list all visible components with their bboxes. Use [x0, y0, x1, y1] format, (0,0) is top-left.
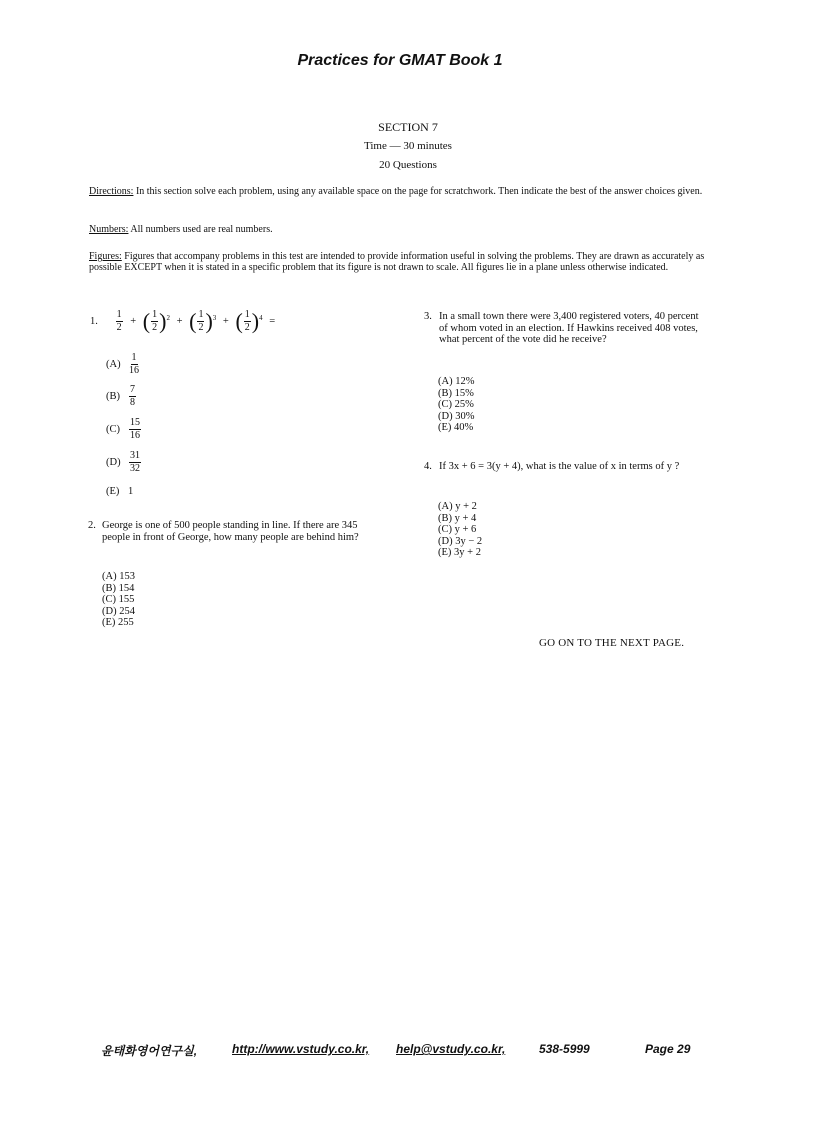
answer-choice-a[interactable]: (A) $\frac{1}{16}$ [106, 352, 139, 376]
answer-choice-d[interactable]: (D) $\frac{31}{32}$ [106, 450, 140, 474]
answer-choice-c[interactable]: (C) $\frac{15}{16}$ [106, 417, 140, 441]
figures-label: Figures: [89, 251, 122, 262]
question-2-text: George is one of 500 people standing in line. If there are 345 people in front of George, how many people are behind him? [102, 520, 359, 543]
answer-choice-e[interactable]: (E) 255 [102, 617, 134, 628]
answer-choice-e[interactable]: (E) 1 [106, 486, 134, 497]
directions-text: In this section solve each problem, using any available space on the page for scratchwork. Then indicate the best of the answer choices given. [133, 186, 703, 197]
question-4-choices [438, 501, 482, 559]
question-3-choices [438, 376, 474, 434]
answer-choice-d[interactable]: (D) 3y − 2 [438, 535, 483, 547]
footer-institute: 윤태화영어연구실, [101, 1044, 198, 1058]
section-question-count: 20 Questions [379, 159, 437, 171]
go-on-next-page: GO ON TO THE NEXT PAGE. [539, 637, 685, 649]
question-2 [88, 520, 388, 640]
figures-paragraph [89, 251, 719, 273]
figures-text: Figures that accompany problems in this test are intended to provide information useful in solving the problems. They are drawn as accurately as possible EXCEPT when it is stated in a specific problem that its figure is not drawn to scale. All figures lie in a plane unless otherwise indicated. [89, 251, 705, 273]
footer-phone: 538-5999 [539, 1042, 590, 1056]
directions-paragraph [89, 186, 719, 197]
section-title: SECTION 7 [378, 120, 438, 134]
question-2-choices [102, 571, 135, 629]
numbers-paragraph [89, 224, 719, 235]
answer-choice-b[interactable]: (B) 154 [102, 582, 135, 594]
exponent-3: 3 [212, 314, 217, 322]
fraction-term-2: $\frac{1}{2}$ [152, 309, 158, 333]
exponent-4: 4 [259, 314, 263, 322]
answer-choice-e[interactable]: (E) 40% [438, 422, 474, 433]
numbers-label: Numbers: [89, 224, 129, 235]
fraction-term-1: $\frac{1}{2}$ [116, 309, 122, 333]
footer-email-link[interactable]: help@vstudy.co.kr, [396, 1042, 506, 1056]
answer-choice-e[interactable]: (E) 3y + 2 [438, 547, 481, 558]
footer-url-link[interactable]: http://www.vstudy.co.kr, [232, 1042, 370, 1056]
answer-choice-a[interactable]: (A) y + 2 [438, 501, 477, 512]
directions-label: Directions: [89, 186, 134, 197]
answer-choice-a[interactable]: (A) 153 [102, 571, 135, 582]
question-3-number: 3. [424, 311, 432, 322]
answer-choice-b[interactable]: (B) $\frac{7}{8}$ [106, 384, 135, 408]
page-header-title: Practices for GMAT Book 1 [297, 52, 503, 69]
section-heading [0, 118, 816, 175]
answer-choice-d[interactable]: (D) 254 [102, 605, 135, 617]
answer-choice-d[interactable]: (D) 30% [438, 410, 475, 422]
question-4-text: If 3x + 6 = 3(y + 4), what is the value of x in terms of y ? [439, 461, 680, 472]
answer-choice-c[interactable]: (C) 155 [102, 594, 135, 605]
numbers-text: All numbers used are real numbers. [128, 224, 273, 235]
answer-choice-a[interactable]: (A) 12% [438, 376, 475, 387]
fraction-term-4: $\frac{1}{2}$ [244, 309, 250, 333]
fraction-term-3: $\frac{1}{2}$ [198, 309, 204, 333]
answer-choice-b[interactable]: (B) y + 4 [438, 512, 477, 524]
question-1-number: 1. [90, 315, 98, 327]
question-3-text: In a small town there were 3,400 registered voters, 40 percent of whom voted in an election. If Hawkins received 408 votes, what percent of the vote did he receive? [439, 311, 699, 345]
answer-choice-b[interactable]: (B) 15% [438, 387, 474, 399]
answer-choice-c[interactable]: (C) y + 6 [438, 524, 477, 535]
question-1 [88, 308, 408, 508]
footer-page-number: Page 29 [645, 1042, 691, 1056]
question-4 [424, 461, 724, 571]
answer-choice-c[interactable]: (C) 25% [438, 399, 474, 410]
exponent-2: 2 [166, 314, 170, 322]
question-2-number: 2. [88, 520, 96, 531]
question-3 [424, 311, 724, 451]
question-1-expression: 1. $\frac{1}{2}$ + ( $\frac{1}{2}$ )$^2$ + ( $\frac{1}{2}$ )$^3$ + ( $\frac{1}{2}$ )$^4$ = [90, 308, 276, 334]
section-time: Time — 30 minutes [364, 140, 452, 152]
question-4-number: 4. [424, 461, 432, 472]
